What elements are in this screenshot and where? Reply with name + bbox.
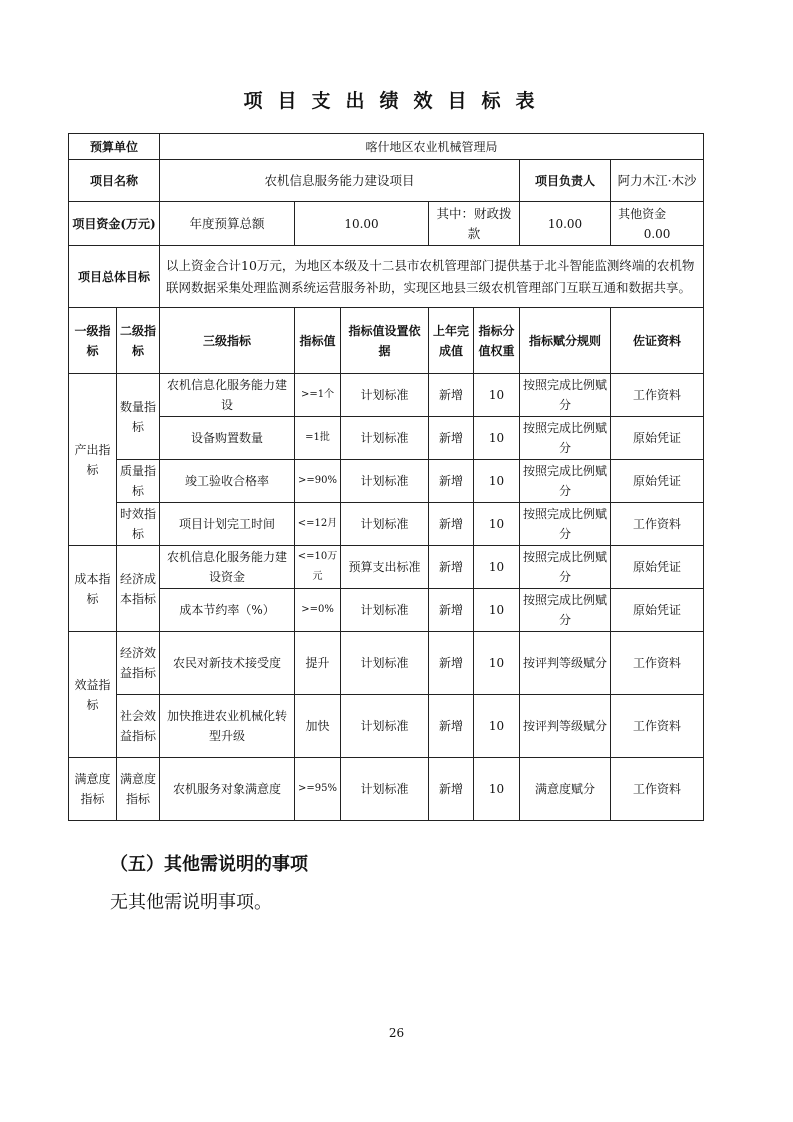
level3-indicator: 农机信息化服务能力建设资金	[160, 546, 295, 589]
project-fund-row	[69, 202, 704, 246]
setting-basis: 计划标准	[341, 417, 429, 460]
other-funds-cell	[611, 202, 704, 246]
indicator-value: <=12月	[295, 503, 341, 546]
table-row	[69, 417, 704, 460]
level1-cost: 成本指标	[69, 546, 117, 632]
table-header-row	[69, 308, 704, 374]
level2-econ-cost: 经济成本指标	[117, 546, 160, 632]
prev-year-value: 新增	[429, 695, 474, 758]
table-row	[69, 758, 704, 821]
level1-benefit: 效益指标	[69, 632, 117, 758]
column-header: 二级指标	[117, 308, 160, 374]
column-header: 指标值设置依据	[341, 308, 429, 374]
page-number: 26	[388, 1026, 405, 1040]
table-row	[69, 460, 704, 503]
evidence: 原始凭证	[611, 589, 704, 632]
prev-year-value: 新增	[429, 632, 474, 695]
level3-indicator: 农民对新技术接受度	[160, 632, 295, 695]
evidence: 工作资料	[611, 503, 704, 546]
level3-indicator: 设备购置数量	[160, 417, 295, 460]
column-header: 指标值	[295, 308, 341, 374]
setting-basis: 预算支出标准	[341, 546, 429, 589]
table-row	[69, 546, 704, 589]
score-weight: 10	[474, 758, 520, 821]
scoring-rule: 按照完成比例赋分	[520, 460, 611, 503]
prev-year-value: 新增	[429, 503, 474, 546]
performance-target-table	[68, 133, 704, 821]
level2-social-benefit: 社会效益指标	[117, 695, 160, 758]
evidence: 工作资料	[611, 758, 704, 821]
prev-year-value: 新增	[429, 546, 474, 589]
column-header: 三级指标	[160, 308, 295, 374]
indicator-value: >=90%	[295, 460, 341, 503]
evidence: 工作资料	[611, 374, 704, 417]
table-row	[69, 695, 704, 758]
level2-satisfaction: 满意度指标	[117, 758, 160, 821]
level3-indicator: 竣工验收合格率	[160, 460, 295, 503]
column-header: 指标赋分规则	[520, 308, 611, 374]
evidence: 原始凭证	[611, 546, 704, 589]
scoring-rule: 按照完成比例赋分	[520, 589, 611, 632]
level3-indicator: 项目计划完工时间	[160, 503, 295, 546]
fiscal-allocation-value: 10.00	[520, 202, 611, 246]
level2-quality: 质量指标	[117, 460, 160, 503]
annual-budget-value: 10.00	[295, 202, 429, 246]
scoring-rule: 满意度赋分	[520, 758, 611, 821]
evidence: 原始凭证	[611, 460, 704, 503]
project-name-label: 项目名称	[69, 160, 160, 202]
prev-year-value: 新增	[429, 460, 474, 503]
indicator-value: >=1个	[295, 374, 341, 417]
table-row	[69, 589, 704, 632]
scoring-rule: 按照完成比例赋分	[520, 503, 611, 546]
score-weight: 10	[474, 589, 520, 632]
setting-basis: 计划标准	[341, 758, 429, 821]
score-weight: 10	[474, 374, 520, 417]
scoring-rule: 按评判等级赋分	[520, 695, 611, 758]
table-row	[69, 503, 704, 546]
section-heading: （五）其他需说明的事项	[110, 854, 308, 875]
indicator-value: >=0%	[295, 589, 341, 632]
scoring-rule: 按评判等级赋分	[520, 632, 611, 695]
prev-year-value: 新增	[429, 589, 474, 632]
budget-unit-label: 预算单位	[69, 134, 160, 160]
setting-basis: 计划标准	[341, 632, 429, 695]
score-weight: 10	[474, 417, 520, 460]
setting-basis: 计划标准	[341, 374, 429, 417]
page-title: 项目支出绩效目标表	[243, 90, 550, 112]
column-header: 一级指标	[69, 308, 117, 374]
evidence: 工作资料	[611, 695, 704, 758]
level3-indicator: 成本节约率（%）	[160, 589, 295, 632]
column-header: 佐证资料	[611, 308, 704, 374]
overall-goal-label: 项目总体目标	[69, 246, 160, 308]
other-funds-value: 0.00	[643, 226, 671, 241]
project-fund-label: 项目资金(万元)	[69, 202, 160, 246]
score-weight: 10	[474, 503, 520, 546]
prev-year-value: 新增	[429, 417, 474, 460]
score-weight: 10	[474, 546, 520, 589]
prev-year-value: 新增	[429, 374, 474, 417]
evidence: 工作资料	[611, 632, 704, 695]
indicator-value: <=10万元	[295, 546, 341, 589]
other-funds-label: 其他资金	[618, 206, 667, 221]
project-leader-label: 项目负责人	[520, 160, 611, 202]
budget-unit-row	[69, 134, 704, 160]
budget-unit-value: 喀什地区农业机械管理局	[160, 134, 704, 160]
column-header: 上年完成值	[429, 308, 474, 374]
indicator-value: >=95%	[295, 758, 341, 821]
annual-budget-label: 年度预算总额	[160, 202, 295, 246]
overall-goal-text: 以上资金合计10万元，为地区本级及十二县市农机管理部门提供基于北斗智能监测终端的农机物联网数据采集处理监测系统运营服务补助，实现区地县三级农机管理部门互联互通和数据共享。	[160, 246, 704, 308]
table-row	[69, 374, 704, 417]
level3-indicator: 加快推进农业机械化转型升级	[160, 695, 295, 758]
overall-goal-row	[69, 246, 704, 308]
table-row	[69, 632, 704, 695]
level2-econ-benefit: 经济效益指标	[117, 632, 160, 695]
level1-output: 产出指标	[69, 374, 117, 546]
level3-indicator: 农机服务对象满意度	[160, 758, 295, 821]
score-weight: 10	[474, 695, 520, 758]
scoring-rule: 按照完成比例赋分	[520, 546, 611, 589]
project-leader-value: 阿力木江·木沙	[611, 160, 704, 202]
level2-quantity: 数量指标	[117, 374, 160, 460]
column-header: 指标分值权重	[474, 308, 520, 374]
level2-timeliness: 时效指标	[117, 503, 160, 546]
level3-indicator: 农机信息化服务能力建设	[160, 374, 295, 417]
prev-year-value: 新增	[429, 758, 474, 821]
score-weight: 10	[474, 460, 520, 503]
level1-satisfaction: 满意度指标	[69, 758, 117, 821]
evidence: 原始凭证	[611, 417, 704, 460]
setting-basis: 计划标准	[341, 503, 429, 546]
project-name-row	[69, 160, 704, 202]
scoring-rule: 按照完成比例赋分	[520, 417, 611, 460]
section-text: 无其他需说明事项。	[110, 892, 272, 913]
setting-basis: 计划标准	[341, 695, 429, 758]
indicator-value: 加快	[295, 695, 341, 758]
setting-basis: 计划标准	[341, 589, 429, 632]
indicator-value: 提升	[295, 632, 341, 695]
project-name-value: 农机信息服务能力建设项目	[160, 160, 520, 202]
indicator-value: =1批	[295, 417, 341, 460]
score-weight: 10	[474, 632, 520, 695]
fiscal-allocation-label: 其中：财政拨款	[429, 202, 520, 246]
scoring-rule: 按照完成比例赋分	[520, 374, 611, 417]
setting-basis: 计划标准	[341, 460, 429, 503]
